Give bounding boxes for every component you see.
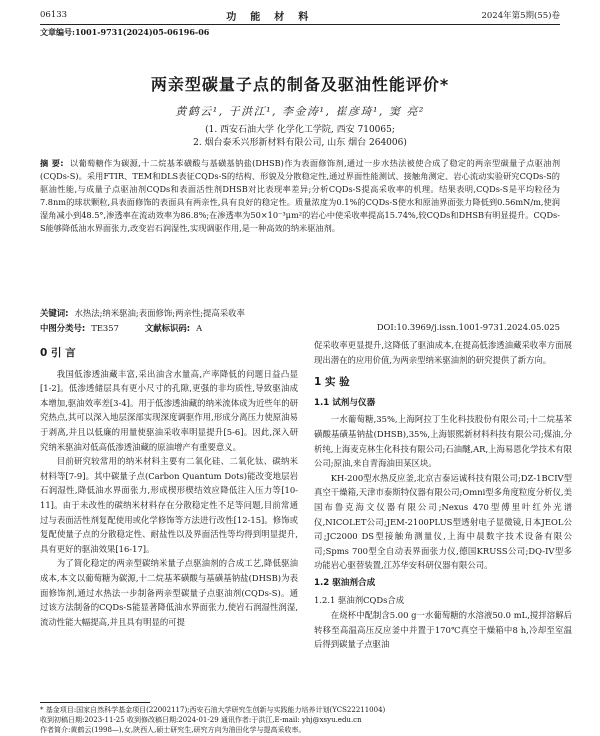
classification-row <box>40 322 560 334</box>
reagents-paragraph: 一水葡萄糖,35%,上海阿拉丁生化科技股份有限公司;十二烷基苯磺酸基磺基钠盐(DHSB),35%,上海银熙新材料科技有限公司;煤油,分析纯,上海麦克林生化科技有限公司;石油醚,AR,上海易恩化学技术有限公司;原油,来自青海油田某区块。 <box>314 414 572 469</box>
running-header <box>40 8 560 22</box>
footnote-author: 作者简介:黄鹤云(1998—),女,陕西人,硕士研究生,研究方向为油田化学与提高采收率。 <box>40 726 306 734</box>
footnote-funding: * 基金项目:国家自然科学基金项目(22002117);西安石油大学研究生创新与实践能力培养计划(YCS22211004) <box>40 706 386 714</box>
affiliation-2: 2. 烟台泰禾兴形新材料有限公司, 山东 烟台 264006) <box>193 138 407 148</box>
affiliation-1: (1. 西安石油大学 化学化工学院, 西安 710065; <box>205 125 395 135</box>
keywords-text: 水热法;纳米驱油;表面修饰;两亲性;提高采收率 <box>74 308 245 318</box>
clc-number: 中图分类号: TE357 <box>40 323 119 333</box>
synthesis-heading: 1.2 驱油剂合成 <box>314 577 376 588</box>
doi: DOI:10.3969/j.issn.1001-9731.2024.05.025 <box>376 322 560 332</box>
reagents-heading: 1.1 试剂与仪器 <box>314 397 376 408</box>
abstract <box>40 157 560 235</box>
article-number: 文章编号:1001-9731(2024)05-06196-06 <box>40 27 210 37</box>
author-list: 黄鹤云¹, 于洪江¹, 李金涛¹, 崔彦琦¹, 窦 亮² <box>175 105 425 118</box>
journal-name: 功能材料 <box>226 11 323 23</box>
page-number: 06133 <box>40 10 68 20</box>
abstract-text: 以葡萄糖作为碳源,十二烷基苯磺酸与基磺基钠盐(DHSB)作为表面修饰剂,通过一步水热法被使合成了稳定的两亲型碳量子点驱油剂(CQDs-S)。采用FTIR、TEM和DLS表征CQDs-S的结构、形貌及分散稳定性,通过界面性能测试、接触角测定、岩心流动实验研究CQDs-S的驱油性能,与成量子点驱油剂CQDs和表面活性剂DHSB对比表现率差异;分析CQDs-S提高采收率的机理。结果表明,CQDs-S是平均粒径为7.8nm的球状颗粒,具表面修饰的表面具有两亲性,具有良好的稳定性。质量浓度为0.1%的CQDs-S使水和原油界面张力降低到0.56mN/m,使润湿角减小到48.5°,渗透率在流动效率为86.8%;在渗透率为50×10⁻³μm²的岩心中使采收率提高15.74%,较CQDs和DHSB有明显提升。CQDs-S能够降低油水界面张力,改变岩石润湿性,实现调驱作用,是一种高效的纳米驱油剂。 <box>40 158 561 233</box>
synthesis-subheading: 1.2.1 驱油剂CQDs合成 <box>314 594 405 605</box>
issue-info: 2024年第5期(55)卷 <box>481 11 560 21</box>
footnotes <box>40 705 560 735</box>
intro-paragraph: 目前研究较常用的纳米材料主要有二氧化硅、二氧化钛、碳纳米材料等[7-9]。其中碳量子点(Carbon Quantum Dots)能改变地层岩石润湿性,降低油水界面张力,形成楔形楔结效应降低注入压力等[10-11]。由于未改性的碳纳米材料存在分散稳定性不足等问题,目前常通过与表面活性剂复配使用或化学修饰等方法进行改性[12-15]。修饰或复配使量子点的分散稳定性、耐盐性以及界面活性等均得到明显提升,具有更好的驱油效果[16-17]。 <box>40 456 298 554</box>
synthesis-paragraph: 在烧杯中配制含5.00 g一水葡萄糖的水溶液50.0 mL,搅拌溶解后转移至高温高压反应釜中并置于170℃真空干燥箱中8 h,冷却至室温后得到碳量子点驱油 <box>314 610 572 650</box>
footnote-dates: 收到初稿日期:2023-11-25 收到修改稿日期:2024-01-29 通讯作者:于洪江,E-mail: yhj@xsyu.edu.cn <box>40 716 362 724</box>
intro-heading: 0 引 言 <box>40 347 76 359</box>
document-code: 文献标识码: A <box>144 323 203 333</box>
keywords-label: 关键词: <box>40 308 69 318</box>
intro-continuation: 促采收率更显提升,这降低了驱油成本,在提高低渗透油藏采收率方面展现出潜在的应用价值,为两亲型纳米驱油剂的研究提供了新方向。 <box>314 340 572 365</box>
keywords <box>40 307 560 319</box>
abstract-label: 摘 要: <box>40 158 64 168</box>
intro-paragraph: 我国低渗透油藏丰富,采出油含水量高,产率降低的问题日益凸显[1-2]。低渗透储层具有更小尺寸的孔隙,更强的非均质性,导致驱油成本增加,驱油效率差[3-4]。用于低渗透油藏的纳米流体成为近些年的研究热点,其可以深入地层深部实现深度调驱作用,形成分离压力使原油易于剥离,并且以低廉的用量使驱油采收率明显提升[5-6]。因此,深入研究纳米驱油对低高低渗透油藏的原油增产有重要意义。 <box>40 368 298 452</box>
intro-paragraph: 为了简化稳定的两亲型碳纳米量子点驱油剂的合成工艺,降低驱油成本,本文以葡萄糖为碳源,十二烷基苯磺酸与基磺基钠盐(DHSB)为表面修饰剂,通过水热法一步制备两亲型碳量子点驱油剂(CQDs-S)。通过该方法制备的CQDs-S能显著降低油水界面张力,使岩石润湿性润湿,流动性能大幅提高,并且具有明显的可提 <box>40 558 298 627</box>
paper-title: 两亲型碳量子点的制备及驱油性能评价* <box>150 75 450 94</box>
header-rule <box>40 24 560 25</box>
instruments-paragraph: KH-200型水热反应釜,北京吉泰运诚科技有限公司;DZ-1BCIV型真空干燥箱,天津市泰斯特仪器有限公司;Omni型多角度粒度分析仪,美国布鲁克海文仪器有限公司;Nexus 470型傅里叶红外光谱仪,NICOLET公司;JEM-2100PLUS型透射电子显微镜,日本JEOL公司;JC2000 DS型接触角测量仪,上海中晨数字技术设备有限公司;Spms 700型全自动表界面张力仪,德国KRUSS公司;DQ-IV型多功能岩心驱替装置,江苏华安科研仪器有限公司。 <box>314 472 572 571</box>
right-column <box>314 338 572 652</box>
footnote-rule <box>40 702 150 703</box>
left-column <box>40 338 298 629</box>
experiment-heading: 1 实 验 <box>314 376 350 389</box>
